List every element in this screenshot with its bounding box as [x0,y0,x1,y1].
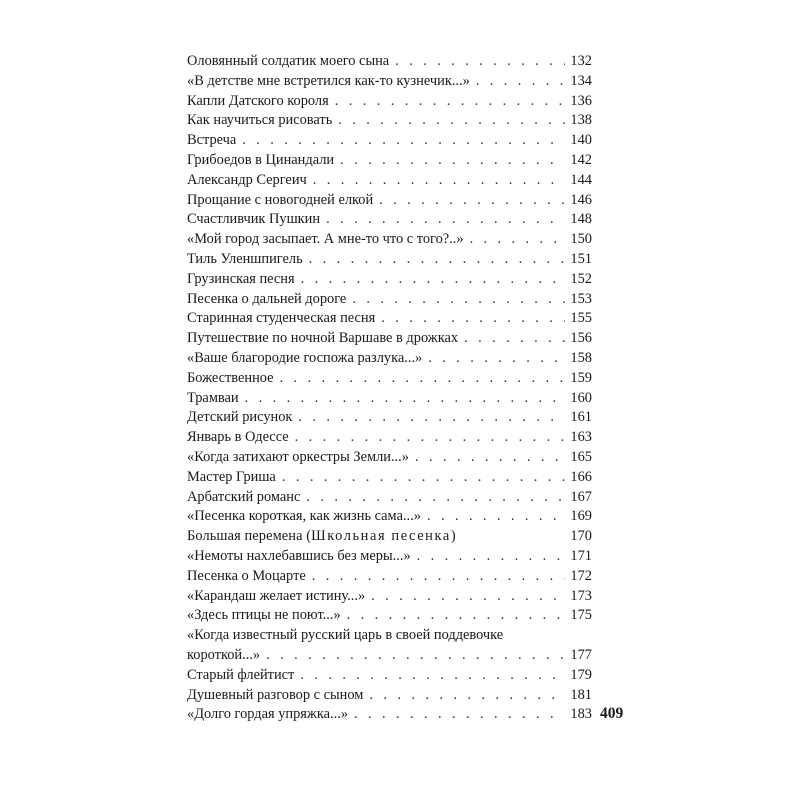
toc-entry-page: 158 [570,349,592,366]
toc-entry-title: «Долго гордая упряжка...» [187,706,349,723]
toc-entry-title: Арбатский романс [187,488,301,505]
toc-entry-page: 163 [570,429,592,446]
toc-entry-page: 171 [570,547,592,564]
toc-entry-page: 153 [570,290,592,307]
toc-entry-title: короткой...» [187,646,261,663]
toc-entry-page: 155 [570,310,592,327]
toc-entry-page: 160 [570,389,592,406]
dot-leader [335,92,565,112]
dot-leader [300,666,565,686]
toc-entry-page: 146 [570,191,592,208]
toc-entry [187,131,592,151]
toc-entry [187,270,592,290]
toc-entry-title: Мастер Гриша [187,468,276,485]
toc-entry-page: 179 [570,666,592,683]
toc-entry-page: 165 [570,448,592,465]
toc-entry-title: Путешествие по ночной Варшаве в дрожках [187,330,459,347]
toc-entry-page: 136 [570,92,592,109]
toc-entry-page: 148 [570,211,592,228]
toc-entry-page: 140 [570,132,592,149]
toc-entry-title: Детский рисунок [187,409,293,426]
dot-leader [245,389,565,409]
dot-leader [352,290,565,310]
toc-entry-page: 173 [570,587,592,604]
toc-entry-title: Александр Сергеич [187,171,307,188]
toc-entry [187,230,592,250]
toc-entry-title: Душевный разговор с сыном [187,686,364,703]
toc-entry-page: 169 [570,508,592,525]
toc-entry [187,151,592,171]
toc-entry-title: «Ваше благородие госпожа разлука...» [187,349,423,366]
toc-entry-title: Грузинская песня [187,270,295,287]
dot-leader [428,349,565,369]
dot-leader [415,448,565,468]
toc-entry-title: «Мой город засыпает. А мне-то что с того?..» [187,231,464,248]
toc-entry-title: «Здесь птицы не поют...» [187,607,341,624]
dot-leader [306,488,565,508]
toc-entry [187,329,592,349]
dot-leader [354,705,565,725]
toc-entry [187,389,592,409]
dot-leader [313,171,565,191]
dot-leader [379,191,565,211]
dot-leader [381,309,565,329]
toc-entry-page: 150 [570,231,592,248]
toc-entry-title: Как научиться рисовать [187,112,333,129]
toc-entry-title: Оловянный солдатик моего сына [187,53,390,69]
toc-entry-title: «Немоты нахлебавшись без меры...» [187,547,411,564]
toc-entry-page: 177 [570,646,592,663]
toc-entry-page: 138 [570,112,592,129]
toc-entry [187,52,592,72]
toc-entry-page: 132 [570,53,592,69]
toc-entry-page: 159 [570,369,592,386]
dot-leader [309,250,565,270]
dot-leader [395,52,565,72]
toc-entry-page: 172 [570,567,592,584]
toc-entry-page: 167 [570,488,592,505]
toc-entry-title: Прощание с новогодней елкой [187,191,374,208]
toc-entry [187,408,592,428]
toc-entry [187,646,592,666]
toc-entry-title-subtitle: Школьная песенка [311,528,451,545]
toc-entry-page: 144 [570,171,592,188]
toc-entry-page: 170 [570,528,592,545]
toc-entry-title: «Когда затихают оркестры Земли...» [187,448,409,465]
dot-leader [295,428,565,448]
toc-entry [187,567,592,587]
dot-leader [338,111,565,131]
toc-entry-page: 166 [570,468,592,485]
dot-leader [464,329,565,349]
toc-entry [187,705,592,725]
toc-entry [187,171,592,191]
toc-entry-title: Песенка о Моцарте [187,567,306,584]
toc-entry-page: 175 [570,607,592,624]
dot-leader [347,606,565,626]
toc-entry-page: 152 [570,270,592,287]
toc-entry-title: «Карандаш желает истину...» [187,587,366,604]
toc-entry [187,290,592,310]
toc-entry [187,448,592,468]
toc-entry-page: 151 [570,250,592,267]
toc-entry [187,606,592,626]
toc-entry [187,547,592,567]
toc-entry-title: Песенка о дальней дороге [187,290,347,307]
toc-entry [187,92,592,112]
dot-leader [417,547,565,567]
toc-entry-title [187,527,456,547]
toc-entry-title: «В детстве мне встретился как-то кузнечик...» [187,72,470,89]
dot-leader [312,567,565,587]
toc-entry-title: Божественное [187,369,274,386]
toc-entry-title: Счастливчик Пушкин [187,211,321,228]
toc-entry-title: Трамваи [187,389,239,406]
toc-entry-page: 142 [570,151,592,168]
toc-entry-title: «Песенка короткая, как жизнь сама...» [187,508,421,525]
toc-entry [187,686,592,706]
toc-entry [187,309,592,329]
toc-entry [187,428,592,448]
dot-leader [280,369,565,389]
toc-entry-page: 181 [570,686,592,703]
toc-entry [187,587,592,607]
toc-entry-title: Грибоедов в Цинандали [187,151,335,168]
toc-entry [187,210,592,230]
table-of-contents [187,52,592,725]
toc-entry [187,527,592,547]
toc-entry [187,626,592,646]
toc-entry [187,468,592,488]
toc-entry [187,72,592,92]
toc-entry-title: Встреча [187,132,237,149]
toc-entry [187,191,592,211]
dot-leader [476,72,565,92]
toc-entry-title: Капли Датского короля [187,92,329,109]
dot-leader [470,230,565,250]
toc-entry-title: «Когда известный русский царь в своей поддевочке [187,627,504,644]
dot-leader [282,468,565,488]
toc-entry [187,488,592,508]
toc-entry-title: Старинная студенческая песня [187,310,376,327]
dot-leader [369,686,565,706]
dot-leader [371,587,565,607]
toc-entry-title: Тиль Уленшпигель [187,250,303,267]
toc-entry-title: Старый флейтист [187,666,295,683]
toc-entry [187,250,592,270]
toc-entry-title: Январь в Одессе [187,429,289,446]
dot-leader [427,507,565,527]
toc-entry-page: 161 [570,409,592,426]
toc-entry-title-close: ) [450,528,456,545]
dot-leader [298,408,565,428]
toc-entry [187,507,592,527]
dot-leader [242,131,565,151]
toc-entry [187,111,592,131]
page-number: 409 [600,705,624,722]
dot-leader [266,646,565,666]
dot-leader [340,151,565,171]
toc-entry-title-main: Большая перемена ( [187,528,312,545]
toc-entry-page: 156 [570,330,592,347]
dot-leader [301,270,565,290]
toc-entry [187,666,592,686]
dot-leader [326,210,565,230]
toc-entry-page: 134 [570,72,592,89]
toc-entry [187,349,592,369]
toc-entry [187,369,592,389]
toc-entry-page: 183 [570,706,592,723]
